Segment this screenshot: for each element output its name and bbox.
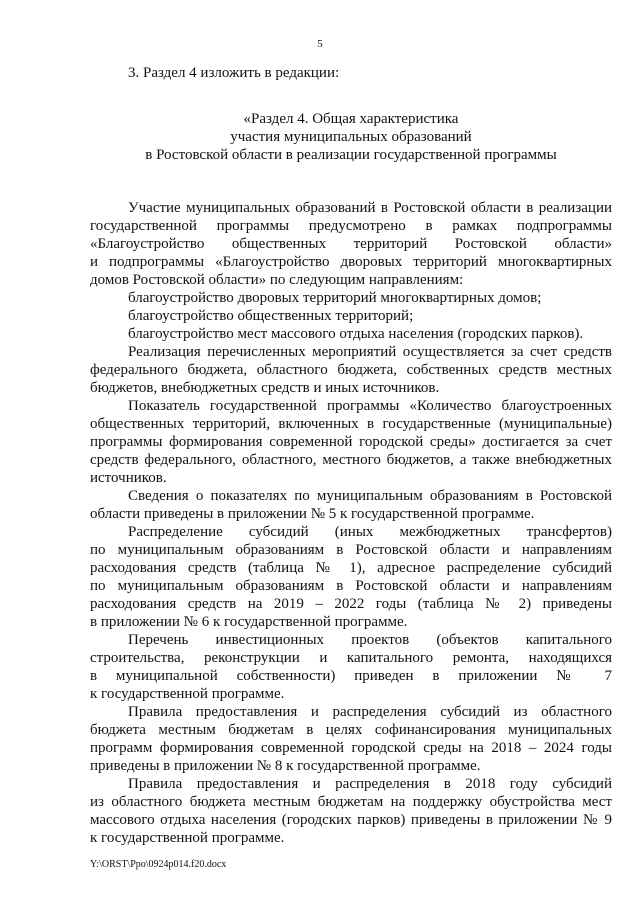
paragraph-indicator bbox=[90, 397, 612, 487]
paragraph-participation bbox=[90, 199, 612, 289]
paragraph-line: домов Ростовской области» по следующим направлениям: bbox=[90, 272, 464, 288]
paragraph-line: Реализация перечисленных мероприятий осуществляется за счет средств bbox=[128, 344, 612, 360]
paragraph-line: государственной программы предусмотрено в рамках подпрограммы bbox=[90, 218, 612, 234]
section-body bbox=[90, 199, 612, 847]
paragraph-line: строительства, реконструкции и капитального ремонта, находящихся bbox=[90, 650, 612, 666]
paragraph-line: массового отдыха населения (городских парков) приведены в приложении № 9 bbox=[90, 812, 612, 828]
paragraph-line: расходования средств (таблица № 1), адресное распределение субсидий bbox=[90, 560, 612, 576]
section-title bbox=[90, 110, 612, 164]
file-path-footer: Y:\ORST\Ppo\0924p014.f20.docx bbox=[90, 859, 227, 870]
section-title-line: в Ростовской области в реализации государственной программы bbox=[145, 147, 557, 163]
paragraph-investment-projects bbox=[90, 631, 612, 703]
paragraph-line: общественных территорий, включенных в государственные (муниципальные) bbox=[90, 416, 612, 432]
paragraph-parks-subsidy-rules bbox=[90, 775, 612, 847]
amendment-intro: 3. Раздел 4 изложить в редакции: bbox=[128, 65, 340, 81]
paragraph-line: в муниципальной собственности) приведен в приложении № 7 bbox=[90, 668, 612, 684]
paragraph-line: к государственной программе. bbox=[90, 686, 285, 702]
paragraph-line: Правила предоставления и распределения субсидий из областного bbox=[128, 704, 612, 720]
paragraph-line: и подпрограммы «Благоустройство дворовых территорий многоквартирных bbox=[90, 254, 612, 270]
paragraph-indicator-data bbox=[90, 487, 612, 523]
list-item: благоустройство общественных территорий; bbox=[128, 308, 414, 324]
section-title-line: «Раздел 4. Общая характеристика bbox=[243, 111, 459, 127]
paragraph-line: по муниципальным образованиям в Ростовской области и направлениям bbox=[90, 542, 612, 558]
paragraph-line: программ формирования современной городской среды на 2018 – 2024 годы bbox=[90, 740, 612, 756]
paragraph-funding bbox=[90, 343, 612, 397]
paragraph-line: расходования средств на 2019 – 2022 годы (таблица № 2) приведены bbox=[90, 596, 612, 612]
section-title-line: участия муниципальных образований bbox=[230, 129, 472, 145]
paragraph-line: бюджета местным бюджетам в целях софинансирования муниципальных bbox=[90, 722, 612, 738]
paragraph-subsidy-rules bbox=[90, 703, 612, 775]
paragraph-line: федерального бюджета, областного бюджета, собственных средств местных bbox=[90, 362, 612, 378]
paragraph-line: к государственной программе. bbox=[90, 830, 285, 846]
paragraph-line: Перечень инвестиционных проектов (объектов капитального bbox=[128, 632, 612, 648]
paragraph-line: Участие муниципальных образований в Ростовской области в реализации bbox=[128, 200, 612, 216]
paragraph-line: по муниципальным образованиям в Ростовской области и направлениям bbox=[90, 578, 612, 594]
paragraph-line: «Благоустройство общественных территорий Ростовской области» bbox=[90, 236, 612, 252]
list-item: благоустройство дворовых территорий многоквартирных домов; bbox=[128, 290, 542, 306]
paragraph-line: средств федерального, областного, местного бюджетов, а также внебюджетных bbox=[90, 452, 612, 468]
paragraph-line: из областного бюджета местным бюджетам на поддержку обустройства мест bbox=[90, 794, 612, 810]
paragraph-line: Распределение субсидий (иных межбюджетных трансфертов) bbox=[128, 524, 612, 540]
paragraph-subsidy-distribution bbox=[90, 523, 612, 631]
paragraph-line: источников. bbox=[90, 470, 167, 486]
paragraph-line: Правила предоставления и распределения в 2018 году субсидий bbox=[128, 776, 612, 792]
paragraph-line: бюджетов, внебюджетных средств и иных источников. bbox=[90, 380, 440, 396]
list-item: благоустройство мест массового отдыха населения (городских парков). bbox=[128, 326, 584, 342]
directions-list bbox=[90, 289, 612, 343]
paragraph-line: Показатель государственной программы «Количество благоустроенных bbox=[128, 398, 612, 414]
page-number: 5 bbox=[317, 38, 323, 50]
paragraph-line: Сведения о показателях по муниципальным образованиям в Ростовской bbox=[128, 488, 612, 504]
paragraph-line: области приведены в приложении № 5 к государственной программе. bbox=[90, 506, 535, 522]
paragraph-line: приведены в приложении № 8 к государственной программе. bbox=[90, 758, 481, 774]
paragraph-line: программы формирования современной городской среды» достигается за счет bbox=[90, 434, 612, 450]
paragraph-line: в приложении № 6 к государственной программе. bbox=[90, 614, 408, 630]
